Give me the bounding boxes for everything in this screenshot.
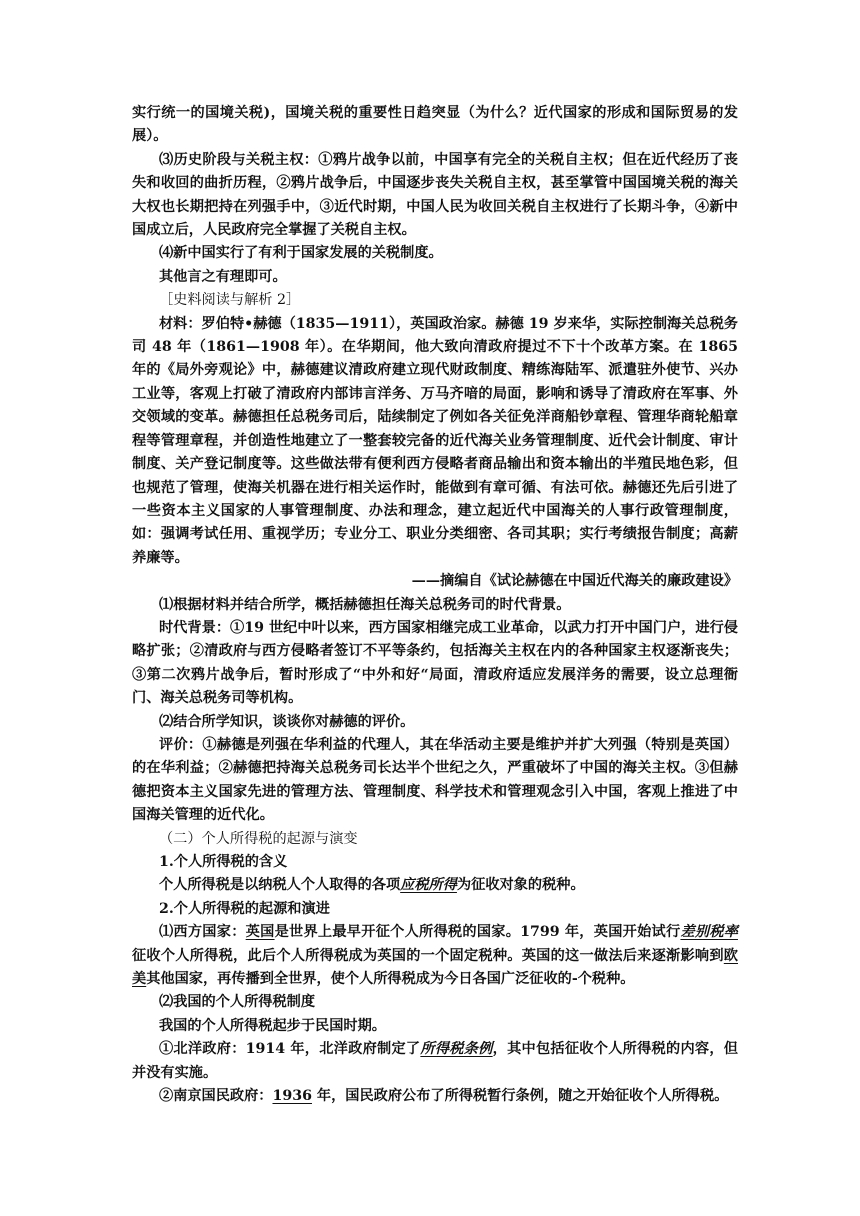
- section-heading-income-tax: （二）个人所得税的起源与演变: [158, 830, 358, 847]
- text-run: ，其中包括征收个人所得税的内容，但并没有实施。: [132, 1041, 738, 1081]
- text-run: 征收个人所得税，此后个人所得税成为英国的一个固定税种。英国的这一做法后来逐渐影响到: [132, 947, 724, 964]
- document-body: [132, 102, 738, 1108]
- paragraph-other-answers: 其他言之有理即可。: [158, 268, 287, 285]
- answer-2-evaluation: 评价：①赫德是列强在华利益的代理人，其在华活动主要是维护并扩大列强（特别是英国）的在华利益；②赫德把持海关总税务司长达半个世纪之久，严重破坏了中国的海关主权。③但赫德把资本主义国家先进的管理方法、管理制度、科学技术和管理观念引入中国，客观上推进了中国海关管理的近代化。: [132, 736, 738, 824]
- paragraph-western-countries: [132, 921, 738, 991]
- paragraph-tariff-importance: 实行统一的国境关税)，国境关税的重要性日趋突显（为什么？近代国家的形成和国际贸易的发展）。: [132, 105, 738, 145]
- text-run: ②南京国民政府：: [158, 1088, 273, 1105]
- underlined-term: 差别税率: [680, 924, 738, 941]
- paragraph-republic-era: 我国的个人所得税起步于民国时期。: [158, 1017, 386, 1034]
- text-run: ⑴西方国家：: [158, 924, 246, 941]
- underlined-term: 英国: [245, 924, 275, 941]
- paragraph-material-hart: 材料：罗伯特•赫德（1835—1911），英国政治家。赫德 19 岁来华，实际控制海关总税务司 48 年（1861—1908 年）。在华期间，他大致向清政府提过不下十个改革方案。在 1865 年的《局外旁观论》中，赫德建议清政府建立现代财政制度、精练海陆军、派遣驻外使节、兴办工业等，客观上打破了清政府内部讳言洋务、万马齐喑的局面，影响和诱导了清政府在军事、外交领域的变革。赫德担任总税务司后，陆续制定了例如各关征免洋商船钞章程、管理华商轮船章程等管理章程，并创造性地建立了一整套较完备的近代海关业务管理制度、近代会计制度、审计制度、关产登记制度等。这些做法带有便利西方侵略者商品输出和资本输出的半殖民地色彩，但也规范了管理，使海关机器在进行相关运作时，能做到有章可循、有法可依。赫德还先后引进了一些资本主义国家的人事管理制度、办法和理念，建立起近代中国海关的人事行政管理制度，如：强调考试任用、重视学历；专业分工、职业分类细密、各司其职；实行考绩报告制度；高薪养廉等。: [132, 315, 738, 566]
- question-2: ⑵结合所学知识，谈谈你对赫德的评价。: [158, 713, 415, 730]
- section-heading-source-reading-2: ［史料阅读与解析 2］: [158, 292, 301, 309]
- paragraph-nanjing: [132, 1085, 738, 1108]
- underlined-term: 1936: [272, 1088, 312, 1105]
- text-run: 是世界上最早开征个人所得税的国家。1799 年，英国开始试行: [274, 924, 681, 941]
- paragraph-historical-stages: ⑶历史阶段与关税主权：①鸦片战争以前，中国享有完全的关税自主权；但在近代经历了丧失和收回的曲折历程，②鸦片战争后，中国逐步丧失关税自主权，甚至掌管中国国境关税的海关大权也长期把持在列强手中，③近代时期，中国人民为收回关税自主权进行了长期斗争，④新中国成立后，人民政府完全掌握了关税自主权。: [132, 151, 738, 239]
- text-run: 个人所得税是以纳税人个人取得的各项: [158, 877, 401, 894]
- question-1: ⑴根据材料并结合所学，概括赫德担任海关总税务司的时代背景。: [158, 596, 571, 613]
- source-citation: ——摘编自《试论赫德在中国近代海关的廉政建设》: [411, 573, 738, 590]
- subheading-definition: 1.个人所得税的含义: [158, 854, 288, 870]
- text-run: ①北洋政府：1914 年，北洋政府制定了: [158, 1041, 421, 1058]
- answer-1-background: 时代背景：①19 世纪中叶以来，西方国家相继完成工业革命，以武力打开中国门户，进行侵略扩张；②清政府与西方侵略者签订不平等条约，包括海关主权在内的各种国家主权逐渐丧失；③第二次鸦片战争后，暂时形成了“中外和好“局面，清政府适应发展洋务的需要，设立总理衙门、海关总税务司等机构。: [132, 619, 738, 707]
- paragraph-definition: [132, 874, 738, 897]
- paragraph-new-china-tariff: ⑷新中国实行了有利于国家发展的关税制度。: [158, 245, 443, 262]
- underlined-term: 所得税条例: [420, 1041, 493, 1058]
- subheading-china-system: ⑵我国的个人所得税制度: [158, 994, 316, 1011]
- text-run: 年，国民政府公布了所得税暂行条例，随之开始征收个人所得税。: [311, 1088, 729, 1105]
- underlined-term: 应税所得: [400, 877, 457, 894]
- subheading-origin: 2.个人所得税的起源和演进: [158, 900, 330, 917]
- text-run: 其他国家，再传播到全世界，使个人所得税成为今日各国广泛征收的-个税种。: [146, 971, 635, 988]
- text-run: 为征收对象的税种。: [456, 877, 585, 894]
- underlined-term: 欧美: [132, 947, 738, 988]
- paragraph-beiyang: [132, 1038, 738, 1085]
